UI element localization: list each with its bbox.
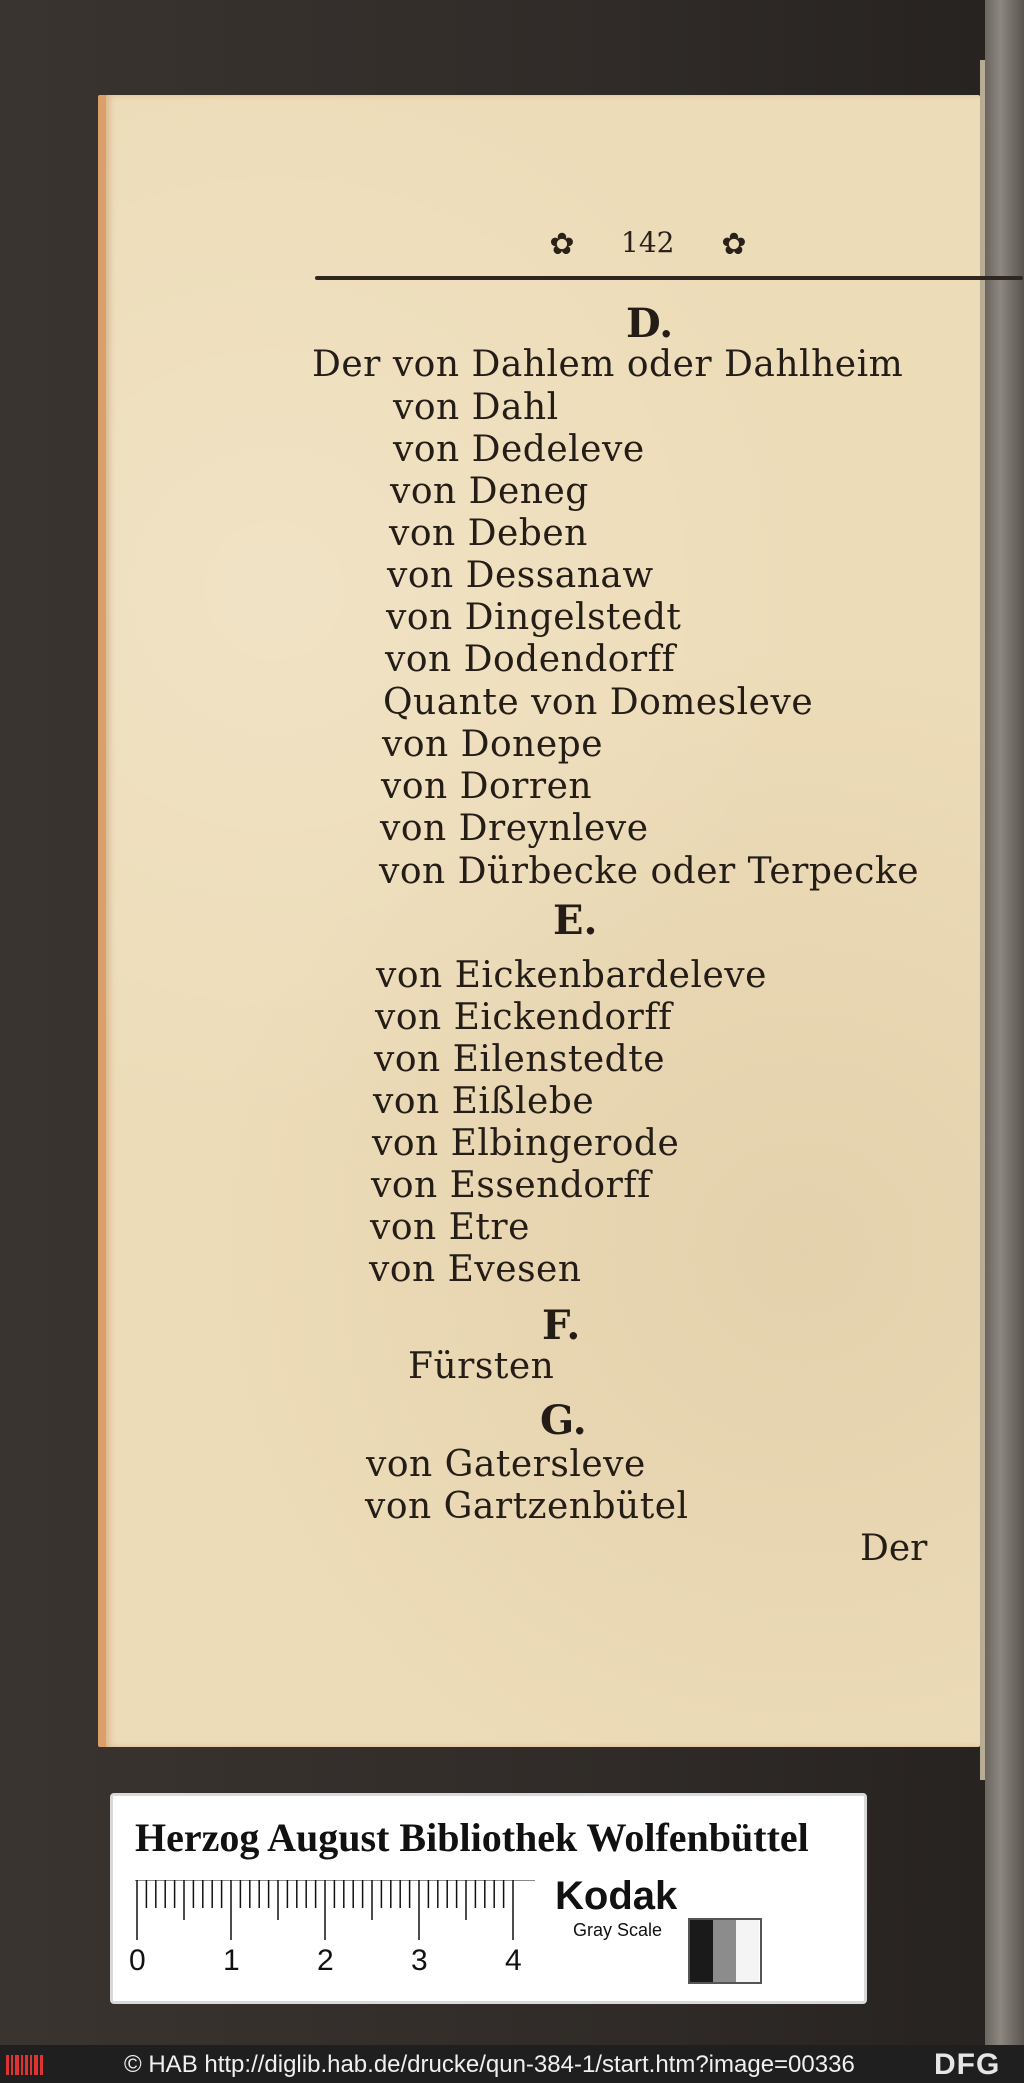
dfg-logo: DFG	[934, 2048, 1001, 2081]
header-rule	[315, 276, 1023, 280]
gray-swatch-light	[736, 1920, 759, 1982]
section-letter-e: E.	[553, 897, 598, 944]
entry-line: von Etre	[370, 1207, 530, 1248]
page-header	[545, 222, 765, 272]
entry-line: von Gartzenbütel	[365, 1486, 689, 1527]
entry-line: von Deneg	[390, 471, 589, 512]
section-letter-d: D.	[626, 300, 674, 347]
entry-line: von Dingelstedt	[386, 597, 682, 638]
measuring-ruler	[129, 1880, 535, 1980]
kodak-brand: Kodak	[555, 1874, 678, 1918]
entry-line: von Evesen	[369, 1249, 582, 1290]
flower-ornament-icon: ✿	[549, 227, 575, 262]
ruler-number: 4	[505, 1944, 522, 1977]
library-color-card	[110, 1793, 867, 2004]
entry-line: von Dürbecke oder Terpecke	[379, 851, 920, 892]
gray-swatch-mid	[713, 1920, 736, 1982]
barcode-icon	[6, 2053, 46, 2077]
entry-line: von Eilenstedte	[374, 1039, 665, 1080]
ruler-number: 0	[129, 1944, 146, 1977]
gray-scale-label: Gray Scale	[573, 1920, 663, 1940]
ruler-number: 3	[411, 1944, 428, 1977]
library-name: Herzog August Bibliothek Wolfenbüttel	[135, 1815, 809, 1860]
entry-line: Quante von Domesleve	[383, 682, 814, 723]
ruler-ticks	[135, 1880, 535, 1950]
page-number: 142	[621, 226, 675, 259]
entry-line: von Dodendorff	[385, 639, 676, 680]
entry-line: von Eickendorff	[375, 997, 672, 1038]
entry-line: von Eißlebe	[373, 1081, 595, 1122]
scanner-edge-strip	[985, 0, 1024, 2045]
ruler-number: 2	[317, 1944, 334, 1977]
ruler-number: 1	[223, 1944, 240, 1977]
entry-line: Fürsten	[408, 1346, 555, 1387]
entry-line: von Donepe	[382, 724, 604, 765]
entry-line: von Eickenbardeleve	[376, 955, 767, 996]
section-letter-f: F.	[542, 1302, 581, 1349]
entry-line: von Gatersleve	[366, 1444, 646, 1485]
entry-line: von Dahl	[393, 387, 559, 428]
catchword: Der	[860, 1528, 928, 1569]
entry-line: Der von Dahlem oder Dahlheim	[312, 344, 904, 385]
gray-swatch-dark	[690, 1920, 713, 1982]
entry-line: von Dreynleve	[380, 808, 649, 849]
gray-scale-swatches	[688, 1918, 762, 1984]
entry-line: von Essendorff	[371, 1165, 651, 1206]
copyright-url[interactable]: © HAB http://diglib.hab.de/drucke/qun-384-1/start.htm?image=00336	[124, 2051, 855, 2078]
entry-line: von Dorren	[381, 766, 593, 807]
footer-bar	[0, 2045, 1024, 2083]
section-letter-g: G.	[540, 1397, 587, 1444]
entry-line: von Elbingerode	[372, 1123, 680, 1164]
entry-line: von Deben	[389, 513, 588, 554]
flower-ornament-icon: ✿	[721, 227, 747, 262]
entry-line: von Dedeleve	[393, 429, 645, 470]
entry-line: von Dessanaw	[387, 555, 654, 596]
